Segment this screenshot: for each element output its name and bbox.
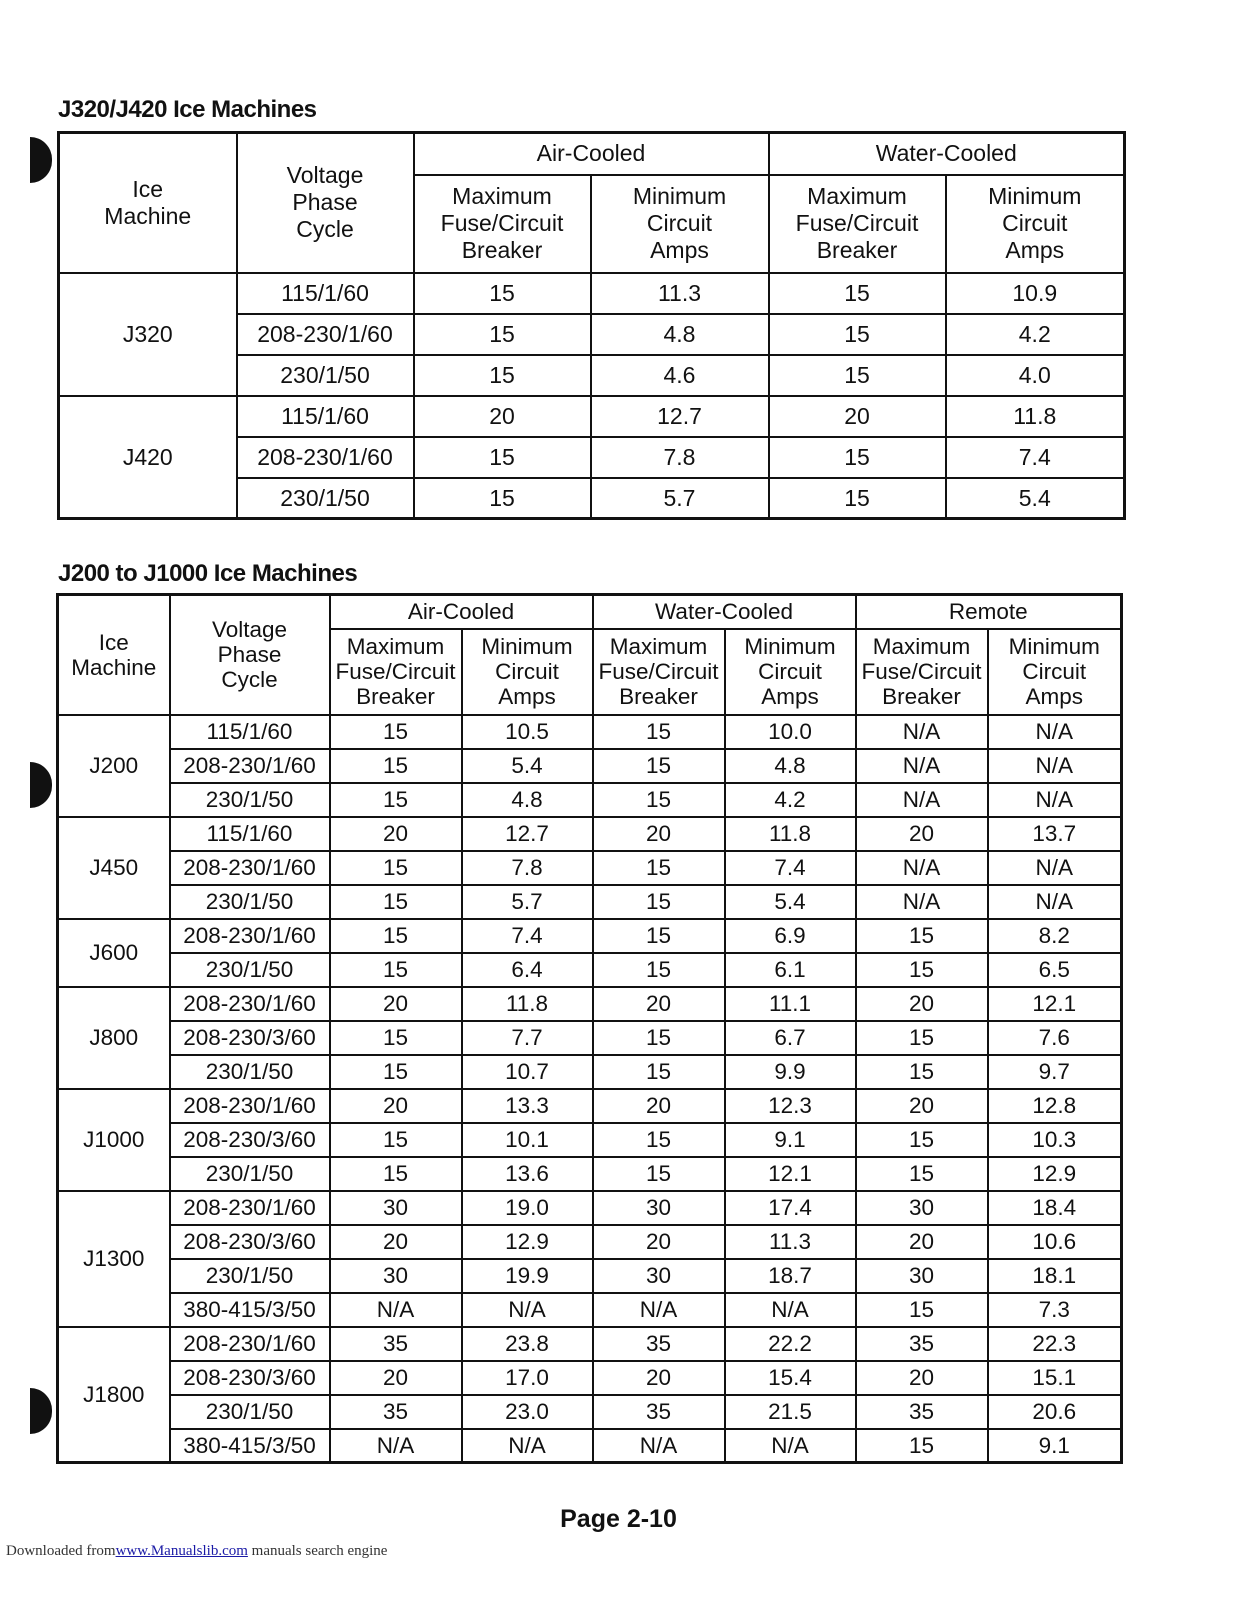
table-row xyxy=(58,1089,1122,1123)
water-amps-cell: 7.4 xyxy=(725,851,856,885)
air-fuse-cell: 30 xyxy=(330,1259,462,1293)
air-amps-cell: 13.3 xyxy=(462,1089,593,1123)
air-fuse-cell: 20 xyxy=(414,396,591,437)
air-amps-cell: 5.4 xyxy=(462,749,593,783)
remote-amps-cell: 7.3 xyxy=(988,1293,1122,1327)
voltage-cell: 230/1/50 xyxy=(170,1395,330,1429)
remote-fuse-cell: 15 xyxy=(856,1021,988,1055)
remote-fuse-cell: N/A xyxy=(856,851,988,885)
voltage-cell: 230/1/50 xyxy=(237,355,414,396)
air-fuse-cell: N/A xyxy=(330,1429,462,1463)
model-cell: J320 xyxy=(59,273,237,396)
model-cell: J420 xyxy=(59,396,237,519)
table-row xyxy=(58,1361,1122,1395)
water-fuse-cell: 15 xyxy=(593,715,725,749)
remote-fuse-cell: 30 xyxy=(856,1259,988,1293)
model-cell: J1000 xyxy=(58,1089,170,1191)
water-amps-cell: 22.2 xyxy=(725,1327,856,1361)
remote-fuse-cell: 35 xyxy=(856,1395,988,1429)
water-amps-cell: 9.1 xyxy=(725,1123,856,1157)
water-amps-cell: 11.3 xyxy=(725,1225,856,1259)
remote-amps-cell: 7.6 xyxy=(988,1021,1122,1055)
table-row xyxy=(58,1021,1122,1055)
header-remote-max-fuse: Maximum Fuse/Circuit Breaker xyxy=(856,629,988,715)
header-water-cooled: Water-Cooled xyxy=(769,133,1125,175)
remote-fuse-cell: 20 xyxy=(856,1225,988,1259)
table-2-title: J200 to J1000 Ice Machines xyxy=(58,560,358,587)
voltage-cell: 208-230/1/60 xyxy=(237,437,414,478)
voltage-cell: 230/1/50 xyxy=(170,1157,330,1191)
remote-amps-cell: 12.8 xyxy=(988,1089,1122,1123)
air-amps-cell: 10.1 xyxy=(462,1123,593,1157)
voltage-cell: 208-230/1/60 xyxy=(170,987,330,1021)
model-cell: J800 xyxy=(58,987,170,1089)
water-amps-cell: N/A xyxy=(725,1293,856,1327)
model-cell: J450 xyxy=(58,817,170,919)
remote-fuse-cell: N/A xyxy=(856,885,988,919)
remote-amps-cell: 9.1 xyxy=(988,1429,1122,1463)
voltage-cell: 230/1/50 xyxy=(170,953,330,987)
water-fuse-cell: 15 xyxy=(769,437,946,478)
air-amps-cell: 19.9 xyxy=(462,1259,593,1293)
water-fuse-cell: 15 xyxy=(593,1055,725,1089)
water-fuse-cell: N/A xyxy=(593,1293,725,1327)
table-row xyxy=(58,919,1122,953)
voltage-cell: 115/1/60 xyxy=(170,817,330,851)
table-1-body xyxy=(59,273,1125,519)
header-air-min-amps: Minimum Circuit Amps xyxy=(591,175,769,273)
water-amps-cell: 10.0 xyxy=(725,715,856,749)
water-amps-cell: 11.8 xyxy=(946,396,1125,437)
air-fuse-cell: 15 xyxy=(414,314,591,355)
water-fuse-cell: 20 xyxy=(593,1089,725,1123)
air-amps-cell: 23.0 xyxy=(462,1395,593,1429)
air-fuse-cell: 20 xyxy=(330,1361,462,1395)
air-amps-cell: 7.7 xyxy=(462,1021,593,1055)
air-fuse-cell: 15 xyxy=(414,437,591,478)
air-amps-cell: 7.4 xyxy=(462,919,593,953)
remote-amps-cell: 10.6 xyxy=(988,1225,1122,1259)
remote-fuse-cell: 15 xyxy=(856,1293,988,1327)
water-amps-cell: 5.4 xyxy=(946,478,1125,519)
header-remote-min-amps: Minimum Circuit Amps xyxy=(988,629,1122,715)
remote-amps-cell: N/A xyxy=(988,885,1122,919)
voltage-cell: 115/1/60 xyxy=(170,715,330,749)
voltage-cell: 230/1/50 xyxy=(170,885,330,919)
voltage-cell: 208-230/3/60 xyxy=(170,1021,330,1055)
table-row xyxy=(58,1123,1122,1157)
air-fuse-cell: 20 xyxy=(330,1225,462,1259)
table-row xyxy=(58,1429,1122,1463)
water-fuse-cell: 20 xyxy=(593,817,725,851)
air-fuse-cell: N/A xyxy=(330,1293,462,1327)
air-amps-cell: 7.8 xyxy=(462,851,593,885)
remote-amps-cell: N/A xyxy=(988,715,1122,749)
water-amps-cell: 7.4 xyxy=(946,437,1125,478)
voltage-cell: 208-230/1/60 xyxy=(170,1089,330,1123)
header-air-max-fuse: Maximum Fuse/Circuit Breaker xyxy=(330,629,462,715)
footer-attribution xyxy=(6,1543,387,1560)
water-amps-cell: 4.2 xyxy=(946,314,1125,355)
remote-amps-cell: N/A xyxy=(988,851,1122,885)
table-row xyxy=(58,1395,1122,1429)
model-cell: J600 xyxy=(58,919,170,987)
water-amps-cell: 15.4 xyxy=(725,1361,856,1395)
water-fuse-cell: 20 xyxy=(769,396,946,437)
voltage-cell: 230/1/50 xyxy=(237,478,414,519)
remote-fuse-cell: 20 xyxy=(856,987,988,1021)
air-fuse-cell: 35 xyxy=(330,1395,462,1429)
water-fuse-cell: 15 xyxy=(769,478,946,519)
air-fuse-cell: 15 xyxy=(330,885,462,919)
air-amps-cell: 5.7 xyxy=(591,478,769,519)
water-fuse-cell: 15 xyxy=(593,885,725,919)
water-fuse-cell: 15 xyxy=(593,1123,725,1157)
header-air-max-fuse: Maximum Fuse/Circuit Breaker xyxy=(414,175,591,273)
table-row xyxy=(58,1225,1122,1259)
voltage-cell: 380-415/3/50 xyxy=(170,1293,330,1327)
header-water-cooled: Water-Cooled xyxy=(593,595,856,629)
remote-fuse-cell: N/A xyxy=(856,783,988,817)
remote-amps-cell: 12.1 xyxy=(988,987,1122,1021)
table-row xyxy=(58,885,1122,919)
air-fuse-cell: 15 xyxy=(330,953,462,987)
air-fuse-cell: 15 xyxy=(414,273,591,314)
remote-fuse-cell: 20 xyxy=(856,1361,988,1395)
water-fuse-cell: 35 xyxy=(593,1395,725,1429)
model-cell: J1300 xyxy=(58,1191,170,1327)
water-amps-cell: 10.9 xyxy=(946,273,1125,314)
air-amps-cell: 4.6 xyxy=(591,355,769,396)
air-fuse-cell: 15 xyxy=(330,749,462,783)
remote-fuse-cell: N/A xyxy=(856,749,988,783)
remote-fuse-cell: N/A xyxy=(856,715,988,749)
remote-amps-cell: 6.5 xyxy=(988,953,1122,987)
air-fuse-cell: 15 xyxy=(330,1157,462,1191)
water-fuse-cell: 15 xyxy=(593,919,725,953)
table-row xyxy=(58,987,1122,1021)
water-amps-cell: 9.9 xyxy=(725,1055,856,1089)
revision-marker-icon xyxy=(30,137,52,183)
header-water-min-amps: Minimum Circuit Amps xyxy=(725,629,856,715)
table-1-title: J320/J420 Ice Machines xyxy=(58,96,317,123)
header-ice-machine: Ice Machine xyxy=(58,595,170,715)
remote-amps-cell: 20.6 xyxy=(988,1395,1122,1429)
remote-fuse-cell: 15 xyxy=(856,1157,988,1191)
remote-fuse-cell: 30 xyxy=(856,1191,988,1225)
air-amps-cell: 4.8 xyxy=(462,783,593,817)
water-amps-cell: N/A xyxy=(725,1429,856,1463)
air-fuse-cell: 15 xyxy=(330,1055,462,1089)
remote-amps-cell: 13.7 xyxy=(988,817,1122,851)
water-amps-cell: 6.9 xyxy=(725,919,856,953)
voltage-cell: 208-230/3/60 xyxy=(170,1225,330,1259)
voltage-cell: 230/1/50 xyxy=(170,1259,330,1293)
remote-amps-cell: 12.9 xyxy=(988,1157,1122,1191)
header-voltage-phase-cycle: Voltage Phase Cycle xyxy=(170,595,330,715)
water-amps-cell: 6.1 xyxy=(725,953,856,987)
table-row xyxy=(58,953,1122,987)
water-amps-cell: 17.4 xyxy=(725,1191,856,1225)
page-number: Page 2-10 xyxy=(560,1505,677,1533)
revision-marker-icon xyxy=(30,762,52,808)
air-fuse-cell: 15 xyxy=(330,1021,462,1055)
table-row xyxy=(59,396,1125,437)
voltage-cell: 208-230/3/60 xyxy=(170,1361,330,1395)
remote-fuse-cell: 20 xyxy=(856,1089,988,1123)
water-amps-cell: 4.8 xyxy=(725,749,856,783)
remote-amps-cell: 18.1 xyxy=(988,1259,1122,1293)
remote-fuse-cell: 20 xyxy=(856,817,988,851)
air-fuse-cell: 15 xyxy=(330,1123,462,1157)
air-amps-cell: 7.8 xyxy=(591,437,769,478)
header-voltage-phase-cycle: Voltage Phase Cycle xyxy=(237,133,414,273)
remote-amps-cell: N/A xyxy=(988,749,1122,783)
header-water-max-fuse: Maximum Fuse/Circuit Breaker xyxy=(769,175,946,273)
air-amps-cell: N/A xyxy=(462,1429,593,1463)
air-amps-cell: N/A xyxy=(462,1293,593,1327)
table-row xyxy=(58,851,1122,885)
air-amps-cell: 12.7 xyxy=(591,396,769,437)
header-water-min-amps: Minimum Circuit Amps xyxy=(946,175,1125,273)
remote-fuse-cell: 15 xyxy=(856,1429,988,1463)
air-fuse-cell: 20 xyxy=(330,1089,462,1123)
air-fuse-cell: 15 xyxy=(330,783,462,817)
water-fuse-cell: 20 xyxy=(593,1361,725,1395)
j320-j420-spec-table xyxy=(57,131,1126,520)
voltage-cell: 230/1/50 xyxy=(170,1055,330,1089)
water-fuse-cell: 15 xyxy=(593,749,725,783)
air-amps-cell: 6.4 xyxy=(462,953,593,987)
water-fuse-cell: 15 xyxy=(769,273,946,314)
air-amps-cell: 4.8 xyxy=(591,314,769,355)
remote-fuse-cell: 15 xyxy=(856,919,988,953)
air-fuse-cell: 15 xyxy=(414,478,591,519)
water-fuse-cell: 15 xyxy=(593,1157,725,1191)
air-amps-cell: 11.3 xyxy=(591,273,769,314)
remote-amps-cell: 15.1 xyxy=(988,1361,1122,1395)
water-amps-cell: 21.5 xyxy=(725,1395,856,1429)
voltage-cell: 115/1/60 xyxy=(237,273,414,314)
water-amps-cell: 11.1 xyxy=(725,987,856,1021)
water-fuse-cell: 20 xyxy=(593,1225,725,1259)
remote-amps-cell: 18.4 xyxy=(988,1191,1122,1225)
air-amps-cell: 12.9 xyxy=(462,1225,593,1259)
water-amps-cell: 11.8 xyxy=(725,817,856,851)
water-fuse-cell: 15 xyxy=(769,355,946,396)
water-fuse-cell: 15 xyxy=(593,953,725,987)
voltage-cell: 208-230/1/60 xyxy=(237,314,414,355)
air-amps-cell: 11.8 xyxy=(462,987,593,1021)
water-amps-cell: 12.1 xyxy=(725,1157,856,1191)
water-fuse-cell: 15 xyxy=(593,851,725,885)
table-row xyxy=(58,1327,1122,1361)
air-amps-cell: 19.0 xyxy=(462,1191,593,1225)
water-fuse-cell: 20 xyxy=(593,987,725,1021)
water-fuse-cell: 30 xyxy=(593,1191,725,1225)
table-row xyxy=(58,1157,1122,1191)
j200-j1800-spec-table xyxy=(56,593,1123,1464)
model-cell: J200 xyxy=(58,715,170,817)
water-fuse-cell: 30 xyxy=(593,1259,725,1293)
remote-fuse-cell: 15 xyxy=(856,1055,988,1089)
air-fuse-cell: 20 xyxy=(330,817,462,851)
remote-fuse-cell: 35 xyxy=(856,1327,988,1361)
water-fuse-cell: 35 xyxy=(593,1327,725,1361)
air-amps-cell: 10.5 xyxy=(462,715,593,749)
manualslib-link[interactable]: www.Manualslib.com xyxy=(115,1543,248,1559)
model-cell: J1800 xyxy=(58,1327,170,1463)
air-fuse-cell: 30 xyxy=(330,1191,462,1225)
voltage-cell: 380-415/3/50 xyxy=(170,1429,330,1463)
header-air-min-amps: Minimum Circuit Amps xyxy=(462,629,593,715)
water-amps-cell: 18.7 xyxy=(725,1259,856,1293)
water-fuse-cell: N/A xyxy=(593,1429,725,1463)
remote-amps-cell: 8.2 xyxy=(988,919,1122,953)
voltage-cell: 208-230/3/60 xyxy=(170,1123,330,1157)
header-air-cooled: Air-Cooled xyxy=(414,133,769,175)
table-row xyxy=(58,817,1122,851)
water-amps-cell: 5.4 xyxy=(725,885,856,919)
water-fuse-cell: 15 xyxy=(593,1021,725,1055)
remote-amps-cell: N/A xyxy=(988,783,1122,817)
air-fuse-cell: 15 xyxy=(414,355,591,396)
voltage-cell: 230/1/50 xyxy=(170,783,330,817)
air-amps-cell: 17.0 xyxy=(462,1361,593,1395)
water-amps-cell: 4.2 xyxy=(725,783,856,817)
table-row xyxy=(58,1055,1122,1089)
footer-suffix: manuals search engine xyxy=(247,1543,388,1559)
water-fuse-cell: 15 xyxy=(593,783,725,817)
air-amps-cell: 23.8 xyxy=(462,1327,593,1361)
air-fuse-cell: 15 xyxy=(330,919,462,953)
air-fuse-cell: 35 xyxy=(330,1327,462,1361)
table-row xyxy=(58,1191,1122,1225)
voltage-cell: 115/1/60 xyxy=(237,396,414,437)
footer-prefix: Downloaded from xyxy=(6,1543,116,1559)
air-fuse-cell: 15 xyxy=(330,851,462,885)
revision-marker-icon xyxy=(30,1388,52,1434)
remote-fuse-cell: 15 xyxy=(856,953,988,987)
header-remote: Remote xyxy=(856,595,1122,629)
remote-amps-cell: 22.3 xyxy=(988,1327,1122,1361)
voltage-cell: 208-230/1/60 xyxy=(170,1327,330,1361)
table-row xyxy=(58,1293,1122,1327)
remote-amps-cell: 10.3 xyxy=(988,1123,1122,1157)
water-fuse-cell: 15 xyxy=(769,314,946,355)
air-amps-cell: 5.7 xyxy=(462,885,593,919)
table-row xyxy=(58,1259,1122,1293)
voltage-cell: 208-230/1/60 xyxy=(170,749,330,783)
air-amps-cell: 10.7 xyxy=(462,1055,593,1089)
table-row xyxy=(58,783,1122,817)
header-air-cooled: Air-Cooled xyxy=(330,595,593,629)
air-amps-cell: 12.7 xyxy=(462,817,593,851)
table-row xyxy=(59,273,1125,314)
remote-amps-cell: 9.7 xyxy=(988,1055,1122,1089)
air-fuse-cell: 15 xyxy=(330,715,462,749)
voltage-cell: 208-230/1/60 xyxy=(170,851,330,885)
air-amps-cell: 13.6 xyxy=(462,1157,593,1191)
voltage-cell: 208-230/1/60 xyxy=(170,919,330,953)
table-row xyxy=(58,715,1122,749)
water-amps-cell: 6.7 xyxy=(725,1021,856,1055)
table-2-body xyxy=(58,715,1122,1463)
table-row xyxy=(58,749,1122,783)
voltage-cell: 208-230/1/60 xyxy=(170,1191,330,1225)
header-water-max-fuse: Maximum Fuse/Circuit Breaker xyxy=(593,629,725,715)
water-amps-cell: 12.3 xyxy=(725,1089,856,1123)
water-amps-cell: 4.0 xyxy=(946,355,1125,396)
header-ice-machine: Ice Machine xyxy=(59,133,237,273)
air-fuse-cell: 20 xyxy=(330,987,462,1021)
remote-fuse-cell: 15 xyxy=(856,1123,988,1157)
